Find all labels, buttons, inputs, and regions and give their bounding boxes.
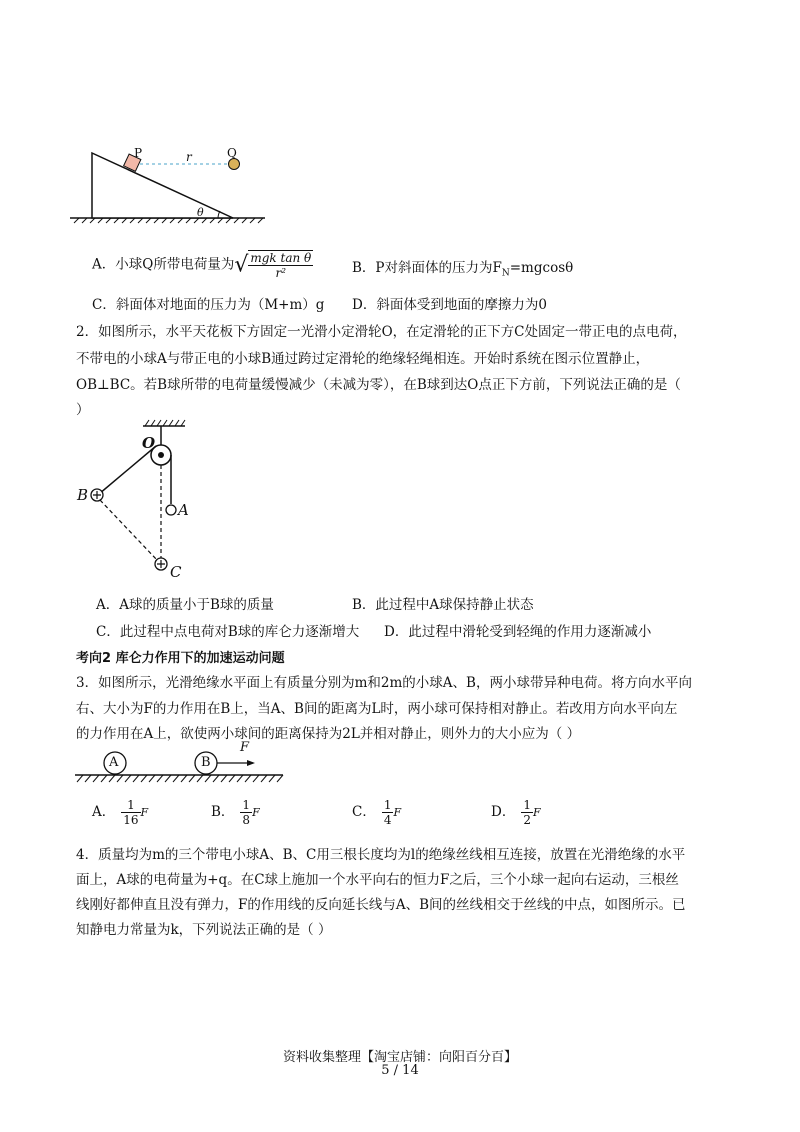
rope-to-b — [99, 446, 156, 494]
page-number: 5 / 14 — [381, 1063, 419, 1078]
q2-option-b[interactable]: B．此过程中A球保持静止状态 — [352, 597, 534, 613]
q1-option-b[interactable]: B．P对斜面体的压力为$F_N=mgcos\theta$ — [352, 260, 574, 279]
label-b: B — [77, 486, 89, 504]
q3-option-a[interactable]: A． $\frac{1}{16}$ F — [92, 798, 149, 827]
q3-option-b[interactable]: B． $\frac{1}{8}$ F — [211, 798, 260, 827]
section-title: 考向2 库仑力作用下的加速运动问题 — [76, 651, 285, 666]
q3-figure — [75, 742, 285, 787]
q3-option-c[interactable]: C． $\frac{1}{4}$ F — [352, 798, 402, 827]
ball-a — [166, 505, 176, 515]
label-a-q3: A — [109, 755, 119, 770]
label-q: Q — [227, 146, 237, 160]
label-a: A — [178, 501, 189, 519]
q2-line-3: OB⊥BC。若B球所带的电荷量缓慢减少（未减为零），在B球到达O点正下方前，下列说法正确的是（ — [76, 377, 681, 393]
label-r: r — [186, 150, 192, 164]
dashed-bc — [100, 500, 157, 560]
label-p: P — [134, 146, 143, 160]
q3-line-2: 右、大小为F的力作用在B上，当A、B间的距离为L时，两小球可保持相对静止。若改用方向水平向左 — [76, 701, 678, 717]
q2-option-a[interactable]: A．A球的质量小于B球的质量 — [96, 597, 274, 613]
label-c: C — [170, 563, 182, 581]
q3-line-3: 的力作用在A上，欲使两小球间的距离保持为2L并相对静止，则外力的大小应为（ ） — [76, 726, 581, 742]
surface-hatch — [77, 775, 283, 782]
q2-line-4: ） — [76, 402, 90, 418]
q4-line-4: 知静电力常量为k，下列说法正确的是（ ） — [76, 922, 332, 938]
q1-option-c[interactable]: C．斜面体对地面的压力为（M+m）g — [92, 297, 325, 313]
force-arrow-head — [247, 760, 255, 766]
q1-option-a[interactable]: A．小球Q所带电荷量为√ $\frac{\text{mgk tan θ}}{\text{r²}}$ — [92, 251, 312, 280]
q4-line-2: 面上，A球的电荷量为+q。在C球上施加一个水平向右的恒力F之后，三个小球一起向右运动，三根丝 — [76, 872, 679, 888]
q2-line-1: 2．如图所示，水平天花板下方固定一光滑小定滑轮O，在定滑轮的正下方C处固定一带正电的点电荷， — [76, 324, 687, 340]
incline-body — [92, 153, 233, 218]
q1-incline-figure — [70, 145, 270, 235]
label-f-q3: F — [240, 740, 250, 755]
sqrt-formula: √ $\frac{\text{mgk tan θ}}{\text{r²}}$ — [234, 251, 312, 280]
q2-option-c[interactable]: C．此过程中点电荷对B球的库仑力逐渐增大 — [96, 624, 360, 640]
label-o: O — [142, 434, 156, 452]
q4-line-3: 线刚好都伸直且没有弹力，F的作用线的反向延长线与A、B间的丝线相交于丝线的中点，如图所示。已 — [76, 897, 686, 913]
q1-option-d[interactable]: D．斜面体受到地面的摩擦力为0 — [352, 297, 547, 313]
pulley-axle — [158, 452, 164, 458]
ball-q — [229, 159, 240, 170]
q3-option-d[interactable]: D． $\frac{1}{2}$ F — [491, 798, 541, 827]
label-b-q3: B — [201, 755, 211, 770]
q2-line-2: 不带电的小球A与带正电的小球B通过跨过定滑轮的绝缘轻绳相连。开始时系统在图示位置静止， — [76, 351, 650, 367]
footer-source: 资料收集整理【淘宝店铺：向阳百分百】 — [282, 1050, 517, 1065]
label-theta: θ — [197, 206, 204, 219]
q4-line-1: 4．质量均为m的三个带电小球A、B、C用三根长度均为l的绝缘丝线相互连接，放置在光滑绝缘的水平 — [76, 847, 686, 863]
q2-option-d[interactable]: D．此过程中滑轮受到轻绳的作用力逐渐减小 — [384, 624, 652, 640]
q3-line-1: 3．如图所示，光滑绝缘水平面上有质量分别为m和2m的小球A、B，两小球带异种电荷。将方向水平向 — [76, 675, 692, 691]
ceiling-hatch — [145, 420, 185, 426]
